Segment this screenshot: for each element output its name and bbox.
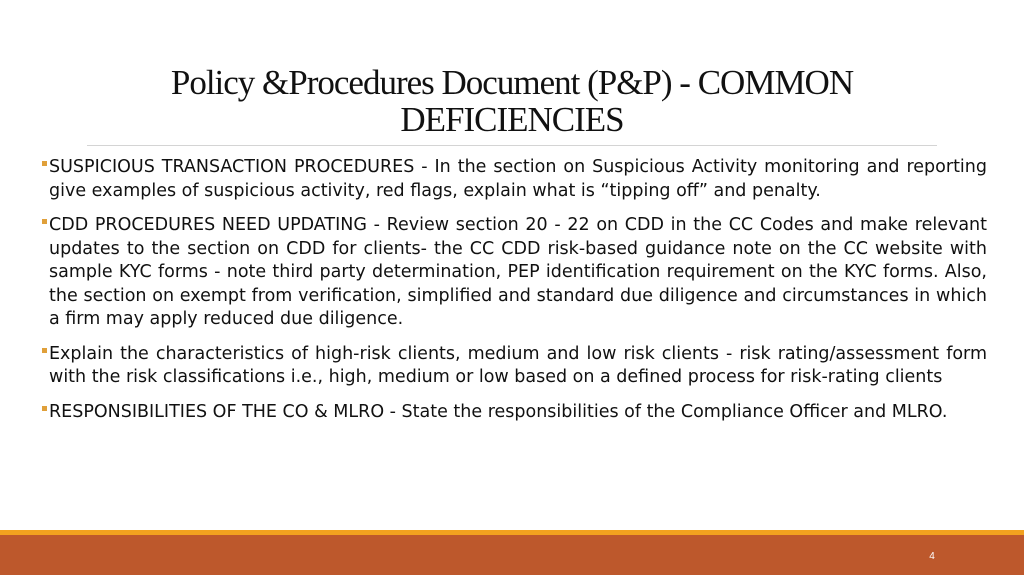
slide-title-line-2: DEFICIENCIES <box>400 100 624 139</box>
page-number: 4 <box>929 551 935 562</box>
square-bullet-icon <box>42 406 47 411</box>
bullet-text: Explain the characteristics of high-risk clients, medium and low risk clients - risk rating/assessment form with the risk classifications i.e., high, medium or low based on a defined process for risk-rating clients <box>49 343 987 387</box>
bullet-text: RESPONSIBILITIES OF THE CO & MLRO - State the responsibilities of the Compliance Officer and MLRO. <box>49 401 948 422</box>
slide-title-line-1: Policy &Procedures Document (P&P) - COMMON <box>170 63 854 102</box>
bullet-item-high-risk-clients <box>49 343 987 390</box>
square-bullet-icon <box>42 219 47 224</box>
slide-title <box>100 64 924 138</box>
bullet-text: CDD PROCEDURES NEED UPDATING - Review section 20 - 22 on CDD in the CC Codes and make relevant updates to the section on CDD for clients- the CC CDD risk-based guidance note on the CC website with sample KYC forms - note third party determination, PEP identification requirement on the KYC forms. Also, the section on exempt from verification, simplified and standard due diligence and circumstances in which a firm may apply reduced due diligence. <box>49 215 987 329</box>
square-bullet-icon <box>42 348 47 353</box>
bullet-item-cdd-procedures <box>49 214 987 332</box>
bullet-item-suspicious-transactions <box>49 156 987 203</box>
footer-bar <box>0 535 1024 575</box>
bullet-list <box>49 156 987 435</box>
bullet-text: SUSPICIOUS TRANSACTION PROCEDURES - In the section on Suspicious Activity monitoring and reporting give examples of suspicious activity, red flags, explain what is “tipping off” and penalty. <box>49 157 987 201</box>
bullet-item-co-mlro-responsibilities <box>49 401 987 425</box>
square-bullet-icon <box>42 161 47 166</box>
title-divider <box>87 145 937 146</box>
